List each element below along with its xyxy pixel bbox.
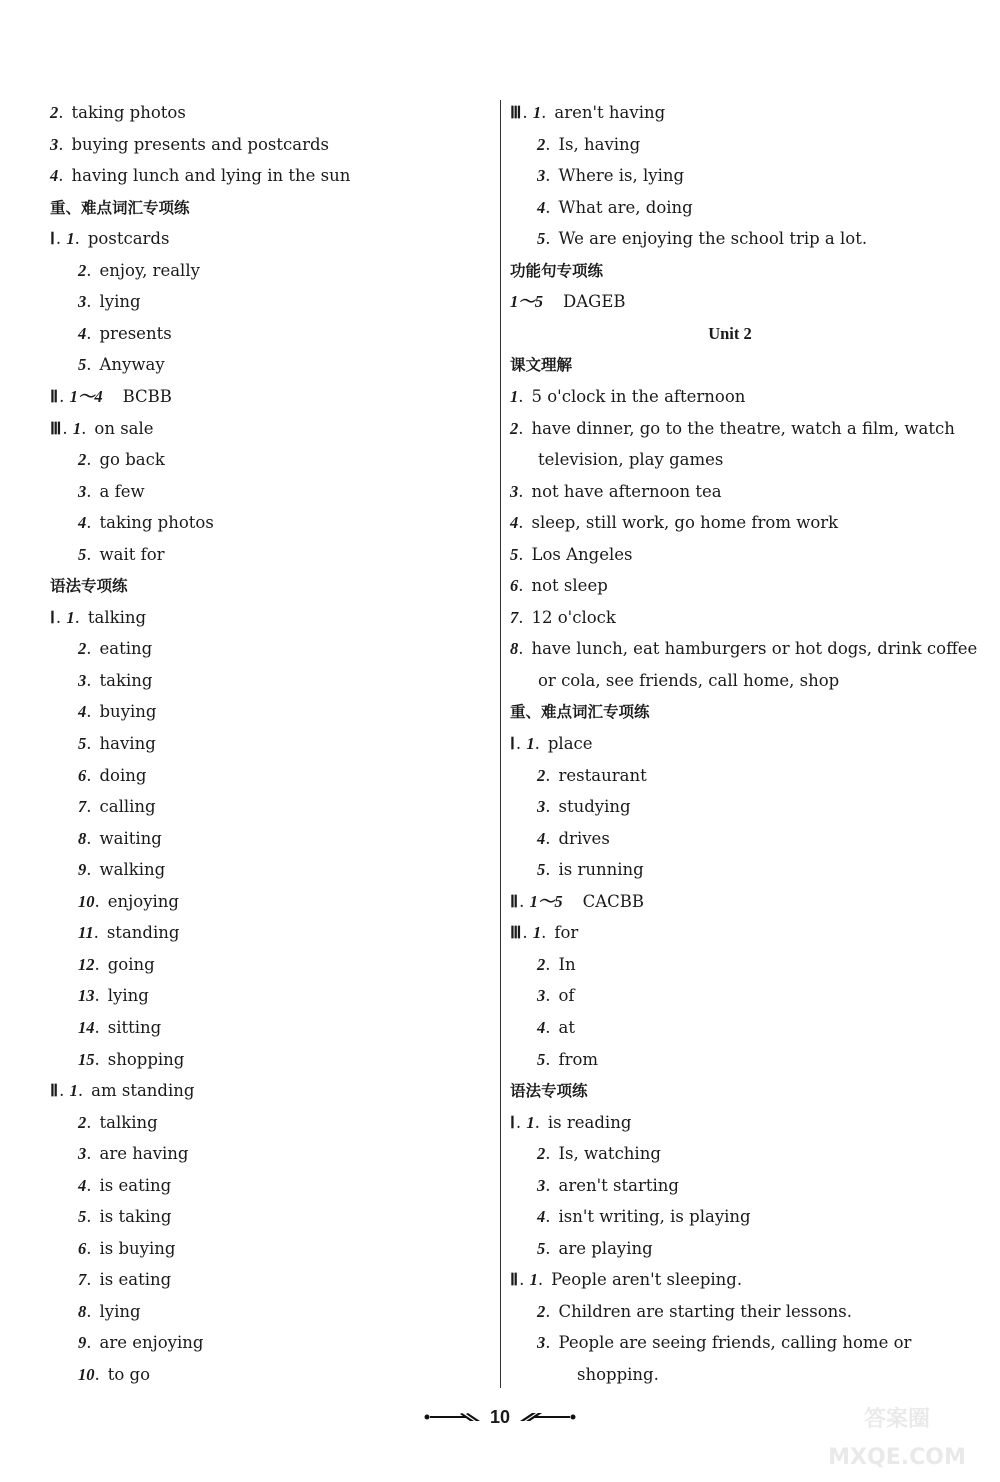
- item-number: 6: [78, 1238, 87, 1258]
- item-number: 2: [78, 260, 87, 280]
- answer-text: are enjoying: [99, 1333, 204, 1353]
- item-number: 11: [78, 923, 94, 943]
- item-number: 10: [78, 891, 95, 911]
- answer-item: Ⅰ. 1. place: [510, 729, 593, 759]
- answer-item: 10. enjoying: [78, 887, 179, 917]
- column-divider: [500, 100, 501, 1388]
- item-number: 4: [50, 166, 59, 186]
- answer-text: taking photos: [71, 103, 186, 122]
- item-number: 1: [72, 418, 82, 438]
- answer-item: 6. doing: [78, 761, 146, 791]
- section-heading: 重、难点词汇专项练: [510, 703, 650, 722]
- item-number: 14: [78, 1017, 95, 1037]
- item-number: 1: [66, 229, 75, 249]
- answer-item: 3. aren't starting: [537, 1171, 679, 1201]
- item-number: 5: [537, 1238, 546, 1258]
- answer-item: 6. not sleep: [510, 571, 608, 601]
- item-number: 4: [537, 1207, 546, 1227]
- answer-text: are playing: [558, 1238, 653, 1258]
- answer-item: 3. not have afternoon tea: [510, 477, 722, 507]
- answer-text: What are, doing: [558, 197, 693, 217]
- answer-text: Where is, lying: [558, 166, 685, 186]
- answer-text: lying: [99, 292, 141, 312]
- item-number: 2: [537, 765, 546, 785]
- answer-item: 5. are playing: [537, 1234, 653, 1264]
- answer-item: 5. is running: [537, 855, 644, 885]
- answer-text: from: [558, 1049, 599, 1069]
- answer-text: isn't writing, is playing: [558, 1207, 751, 1227]
- roman-numeral: Ⅱ: [510, 891, 519, 911]
- answer-item: 5. is taking: [78, 1202, 171, 1232]
- answer-item: 9. are enjoying: [78, 1328, 203, 1358]
- answer-item: 4. drives: [537, 824, 610, 854]
- answer-item: Ⅱ. 1～5 CACBB: [510, 887, 644, 917]
- item-number: 2: [537, 1144, 546, 1164]
- item-number: 3: [537, 166, 546, 186]
- section-heading: 功能句专项练: [510, 261, 604, 280]
- item-number: 1: [526, 1112, 535, 1132]
- item-number: 2: [537, 134, 546, 154]
- answer-item: 3. of: [537, 981, 575, 1011]
- item-number: 10: [78, 1365, 95, 1384]
- answer-item: 15. shopping: [78, 1045, 184, 1075]
- answer-text: Children are starting their lessons.: [558, 1301, 852, 1321]
- answer-text: calling: [99, 797, 156, 817]
- answer-text: People aren't sleeping.: [551, 1270, 743, 1290]
- answer-item: 2. restaurant: [537, 761, 647, 791]
- answer-text: talking: [87, 607, 147, 627]
- watermark-line1: 答案圈: [863, 1407, 931, 1432]
- answer-item: 3. lying: [78, 287, 141, 317]
- roman-numeral: Ⅰ: [50, 607, 55, 627]
- item-number: 8: [510, 639, 519, 659]
- roman-numeral: Ⅲ: [510, 103, 522, 122]
- answer-item: Ⅱ. 1. am standing: [50, 1076, 194, 1106]
- answer-text: is reading: [547, 1112, 632, 1132]
- answer-item: 2. eating: [78, 634, 152, 664]
- item-number: 1: [69, 1081, 78, 1101]
- answer-item: 7. calling: [78, 792, 156, 822]
- answer-item: 4. What are, doing: [537, 193, 693, 223]
- item-number: 3: [78, 292, 87, 312]
- item-number: 5: [537, 860, 546, 880]
- item-number: 7: [78, 797, 87, 817]
- item-number: 5: [537, 1049, 546, 1069]
- item-number: 6: [78, 765, 87, 785]
- answer-item: 2. Is, watching: [537, 1139, 661, 1169]
- answer-text: on sale: [94, 418, 154, 438]
- item-number: 2: [78, 1112, 87, 1132]
- answer-text: 12 o'clock: [531, 607, 616, 627]
- item-number: 4: [537, 197, 546, 217]
- answer-item: Ⅱ. 1. People aren't sleeping.: [510, 1265, 742, 1295]
- answer-text: at: [558, 1017, 575, 1037]
- answer-continuation: [538, 666, 839, 696]
- left-ornament-icon: [424, 1411, 484, 1423]
- item-number: 5: [78, 734, 87, 753]
- answer-text: is buying: [99, 1238, 176, 1258]
- answer-item: 13. lying: [78, 981, 149, 1011]
- item-number: 2: [78, 450, 87, 470]
- item-number: 12: [78, 954, 95, 974]
- answer-item: Ⅲ. 1. for: [510, 918, 578, 948]
- answer-item: 5. Anyway: [78, 350, 165, 380]
- answer-text: for: [554, 923, 579, 943]
- item-number: 9: [78, 1333, 87, 1353]
- answer-text: Anyway: [99, 355, 165, 375]
- item-number: 1: [66, 607, 75, 627]
- item-number: 1: [532, 923, 542, 943]
- answer-text: buying presents and postcards: [71, 134, 329, 154]
- item-number: 4: [510, 513, 519, 533]
- item-number: 3: [537, 797, 546, 817]
- item-number: 4: [78, 1175, 87, 1195]
- answer-text: wait for: [99, 544, 165, 564]
- answer-text: having: [99, 734, 156, 753]
- answer-text: television, play games: [538, 450, 724, 470]
- item-number: 4: [78, 323, 87, 343]
- answer-text: shopping.: [577, 1365, 659, 1384]
- answer-item: 3. buying presents and postcards: [50, 130, 329, 160]
- item-number: 3: [510, 481, 519, 501]
- answer-item: 4. isn't writing, is playing: [537, 1202, 751, 1232]
- roman-numeral: Ⅰ: [50, 229, 55, 249]
- answer-item: 4. at: [537, 1013, 575, 1043]
- answer-text: buying: [99, 702, 157, 722]
- answer-item: 1. 5 o'clock in the afternoon: [510, 382, 745, 412]
- answer-item: 5. We are enjoying the school trip a lot.: [537, 224, 867, 254]
- answer-text: am standing: [91, 1081, 195, 1101]
- answer-text: is taking: [99, 1207, 172, 1227]
- answer-item: 7. 12 o'clock: [510, 603, 616, 633]
- item-number: 1～5: [510, 292, 543, 312]
- item-number: 8: [78, 1301, 87, 1321]
- roman-numeral: Ⅱ: [510, 1270, 519, 1290]
- page-number: 10: [489, 1406, 511, 1427]
- answer-item: Ⅲ. 1. aren't having: [510, 98, 665, 128]
- answer-text: or cola, see friends, call home, shop: [538, 670, 840, 690]
- item-number: 4: [78, 513, 87, 533]
- item-number: 5: [78, 355, 87, 375]
- answer-item: 2. talking: [78, 1108, 158, 1138]
- answer-text: We are enjoying the school trip a lot.: [558, 229, 868, 249]
- answer-text: 5 o'clock in the afternoon: [531, 386, 746, 406]
- roman-numeral: Ⅲ: [510, 923, 522, 943]
- answer-text: have lunch, eat hamburgers or hot dogs, drink coffee: [531, 639, 978, 659]
- item-number: 4: [537, 828, 546, 848]
- answer-item: 10. to go: [78, 1360, 150, 1390]
- item-number: 1～4: [69, 386, 103, 406]
- section-heading: 语法专项练: [50, 577, 128, 596]
- answer-item: 2. In: [537, 950, 576, 980]
- answer-text: aren't having: [554, 103, 666, 122]
- answer-text: not have afternoon tea: [531, 481, 722, 501]
- answer-item: 3. are having: [78, 1139, 189, 1169]
- item-number: 1: [529, 1270, 538, 1290]
- item-number: 5: [78, 544, 87, 564]
- answer-continuation: [538, 445, 723, 475]
- unit-title: Unit 2: [708, 323, 752, 343]
- item-number: 5: [78, 1207, 87, 1227]
- item-number: 1: [526, 734, 535, 753]
- item-number: 1: [510, 386, 519, 406]
- answer-text: taking: [99, 670, 153, 690]
- answer-text: restaurant: [558, 765, 647, 785]
- item-number: 7: [78, 1270, 87, 1290]
- answer-item: [510, 287, 626, 317]
- item-number: 3: [537, 986, 546, 1006]
- answer-text: go back: [99, 450, 165, 470]
- answer-text: shopping: [107, 1049, 185, 1069]
- answer-item: 8. waiting: [78, 824, 162, 854]
- answer-text: going: [107, 954, 155, 974]
- roman-numeral: Ⅲ: [50, 418, 62, 438]
- answer-item: 12. going: [78, 950, 155, 980]
- answer-text: are having: [99, 1144, 189, 1164]
- answer-item: 4. having lunch and lying in the sun: [50, 161, 350, 191]
- answer-text: Is, watching: [558, 1144, 661, 1164]
- answer-text: CACBB: [582, 891, 645, 911]
- answer-item: 4. presents: [78, 319, 172, 349]
- watermark-logo: [802, 1386, 992, 1476]
- roman-numeral: Ⅰ: [510, 1112, 515, 1132]
- item-number: 3: [78, 481, 87, 501]
- item-number: 8: [78, 828, 87, 848]
- answer-text: standing: [106, 923, 180, 943]
- item-number: 15: [78, 1049, 95, 1069]
- answer-text: lying: [99, 1301, 141, 1321]
- item-number: 2: [510, 418, 519, 438]
- answer-item: 2. Children are starting their lessons.: [537, 1297, 852, 1327]
- roman-numeral: Ⅰ: [510, 734, 515, 753]
- answer-text: is eating: [99, 1175, 172, 1195]
- answer-text: to go: [107, 1365, 151, 1384]
- answer-text: BCBB: [122, 386, 172, 406]
- section-heading: 重、难点词汇专项练: [50, 198, 190, 217]
- answer-text: of: [558, 986, 575, 1006]
- item-number: 3: [537, 1333, 546, 1353]
- answer-text: have dinner, go to the theatre, watch a film, watch: [531, 418, 955, 438]
- item-number: 5: [510, 544, 519, 564]
- item-number: 5: [537, 229, 546, 249]
- item-number: 4: [537, 1017, 546, 1037]
- answer-text: lying: [107, 986, 149, 1006]
- answer-item: 3. People are seeing friends, calling home or: [537, 1328, 911, 1358]
- answer-text: In: [558, 954, 576, 974]
- answer-item: 3. taking: [78, 666, 152, 696]
- answer-text: having lunch and lying in the sun: [71, 166, 351, 186]
- answer-item: 3. studying: [537, 792, 631, 822]
- item-number: 2: [78, 639, 87, 659]
- answer-item: 7. is eating: [78, 1265, 171, 1295]
- answer-item: Ⅲ. 1. on sale: [50, 414, 154, 444]
- answer-text: Los Angeles: [531, 544, 633, 564]
- answer-item: 4. taking photos: [78, 508, 214, 538]
- answer-item: 5. Los Angeles: [510, 540, 632, 570]
- answer-item: 6. is buying: [78, 1234, 175, 1264]
- answer-item: 8. have lunch, eat hamburgers or hot dogs, drink coffee: [510, 634, 977, 664]
- answer-item: Ⅰ. 1. is reading: [510, 1108, 631, 1138]
- answer-text: aren't starting: [558, 1175, 679, 1195]
- answer-text: doing: [99, 765, 147, 785]
- answer-text: presents: [99, 323, 172, 343]
- answer-text: eating: [99, 639, 153, 659]
- answer-text: People are seeing friends, calling home or: [558, 1333, 912, 1353]
- answer-text: enjoying: [107, 891, 179, 911]
- answer-text: waiting: [99, 828, 162, 848]
- answer-text: taking photos: [99, 513, 214, 533]
- answer-text: not sleep: [531, 576, 608, 596]
- item-number: 13: [78, 986, 95, 1006]
- answer-text: postcards: [87, 229, 170, 249]
- answer-text: enjoy, really: [99, 260, 200, 280]
- answer-text: a few: [99, 481, 145, 501]
- answer-item: 2. Is, having: [537, 130, 640, 160]
- answer-item: 3. Where is, lying: [537, 161, 684, 191]
- answer-item: 5. from: [537, 1045, 598, 1075]
- answer-continuation: [577, 1360, 659, 1390]
- answer-item: 4. sleep, still work, go home from work: [510, 508, 838, 538]
- item-number: 3: [537, 1175, 546, 1195]
- item-number: 1～5: [529, 891, 563, 911]
- answer-text: talking: [99, 1112, 158, 1132]
- section-heading: 课文理解: [510, 356, 573, 375]
- answer-item: 2. go back: [78, 445, 165, 475]
- section-heading: 语法专项练: [510, 1082, 588, 1101]
- answer-text: walking: [99, 860, 166, 880]
- answer-item: Ⅰ. 1. postcards: [50, 224, 169, 254]
- answer-item: 2. taking photos: [50, 98, 186, 128]
- answer-item: 4. buying: [78, 697, 156, 727]
- item-number: 6: [510, 576, 519, 596]
- answer-item: 2. have dinner, go to the theatre, watch a film, watch: [510, 414, 955, 444]
- right-ornament-icon: [516, 1411, 576, 1423]
- watermark-line2: MXQE.COM: [828, 1445, 966, 1470]
- answer-text: is running: [558, 860, 644, 880]
- answer-item: 8. lying: [78, 1297, 141, 1327]
- item-number: 2: [537, 954, 546, 974]
- answer-item: 9. walking: [78, 855, 165, 885]
- item-number: 2: [537, 1301, 546, 1321]
- answer-item: Ⅱ. 1～4 BCBB: [50, 382, 172, 412]
- item-number: 3: [78, 1144, 87, 1164]
- answer-item: 4. is eating: [78, 1171, 171, 1201]
- answer-text: sitting: [107, 1017, 162, 1037]
- roman-numeral: Ⅱ: [50, 386, 59, 406]
- answer-text: DAGEB: [563, 292, 626, 312]
- answer-text: drives: [558, 828, 610, 848]
- roman-numeral: Ⅱ: [50, 1081, 59, 1101]
- answer-item: 14. sitting: [78, 1013, 161, 1043]
- answer-item: 5. having: [78, 729, 156, 759]
- answer-text: Is, having: [558, 134, 641, 154]
- item-number: 2: [50, 103, 59, 122]
- answer-text: is eating: [99, 1270, 172, 1290]
- answer-text: studying: [558, 797, 631, 817]
- answer-item: 5. wait for: [78, 540, 165, 570]
- answer-item: Ⅰ. 1. talking: [50, 603, 146, 633]
- item-number: 4: [78, 702, 87, 722]
- item-number: 3: [78, 670, 87, 690]
- item-number: 9: [78, 860, 87, 880]
- answer-item: 3. a few: [78, 477, 145, 507]
- item-number: 3: [50, 134, 59, 154]
- answer-item: 2. enjoy, really: [78, 256, 200, 286]
- answer-text: place: [547, 734, 593, 753]
- item-number: 7: [510, 607, 519, 627]
- answer-item: 11. standing: [78, 918, 179, 948]
- answer-text: sleep, still work, go home from work: [531, 513, 839, 533]
- item-number: 1: [532, 103, 542, 122]
